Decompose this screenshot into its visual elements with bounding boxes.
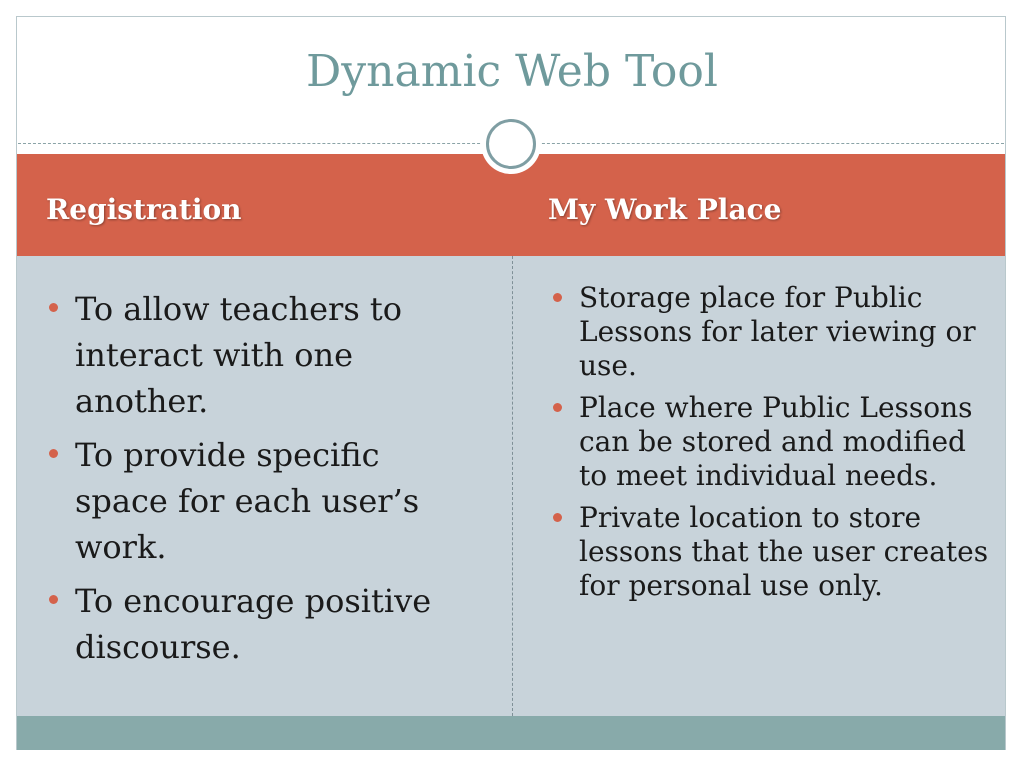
- list-item: [75, 578, 475, 670]
- work-place-bullet-list: [579, 281, 989, 611]
- list-item: [75, 432, 475, 570]
- circle-ring-icon: [486, 119, 536, 169]
- footer-band: [17, 716, 1005, 750]
- bullet-dot-icon: [49, 595, 58, 604]
- list-item: [75, 286, 475, 424]
- registration-bullet-list: [75, 286, 475, 678]
- bullet-dot-icon: [49, 449, 58, 458]
- bullet-text: To provide specific space for each user’s work.: [75, 436, 420, 566]
- list-item: [579, 501, 989, 603]
- list-item: [579, 281, 989, 383]
- bullet-dot-icon: [49, 303, 58, 312]
- bullet-text: Private location to store lessons that the user creates for personal use only.: [579, 501, 989, 602]
- column-heading-my-work-place: My Work Place: [548, 193, 782, 226]
- bullet-text: To allow teachers to interact with one another.: [75, 290, 403, 420]
- column-heading-registration: Registration: [46, 193, 242, 226]
- bullet-text: Storage place for Public Lessons for later viewing or use.: [579, 281, 976, 382]
- slide-title: Dynamic Web Tool: [306, 46, 718, 97]
- column-divider: [512, 256, 513, 716]
- bullet-text: Place where Public Lessons can be stored and modified to meet individual needs.: [579, 391, 973, 492]
- bullet-text: To encourage positive discourse.: [75, 582, 432, 666]
- list-item: [579, 391, 989, 493]
- bullet-dot-icon: [553, 293, 562, 302]
- bullet-dot-icon: [553, 513, 562, 522]
- bullet-dot-icon: [553, 403, 562, 412]
